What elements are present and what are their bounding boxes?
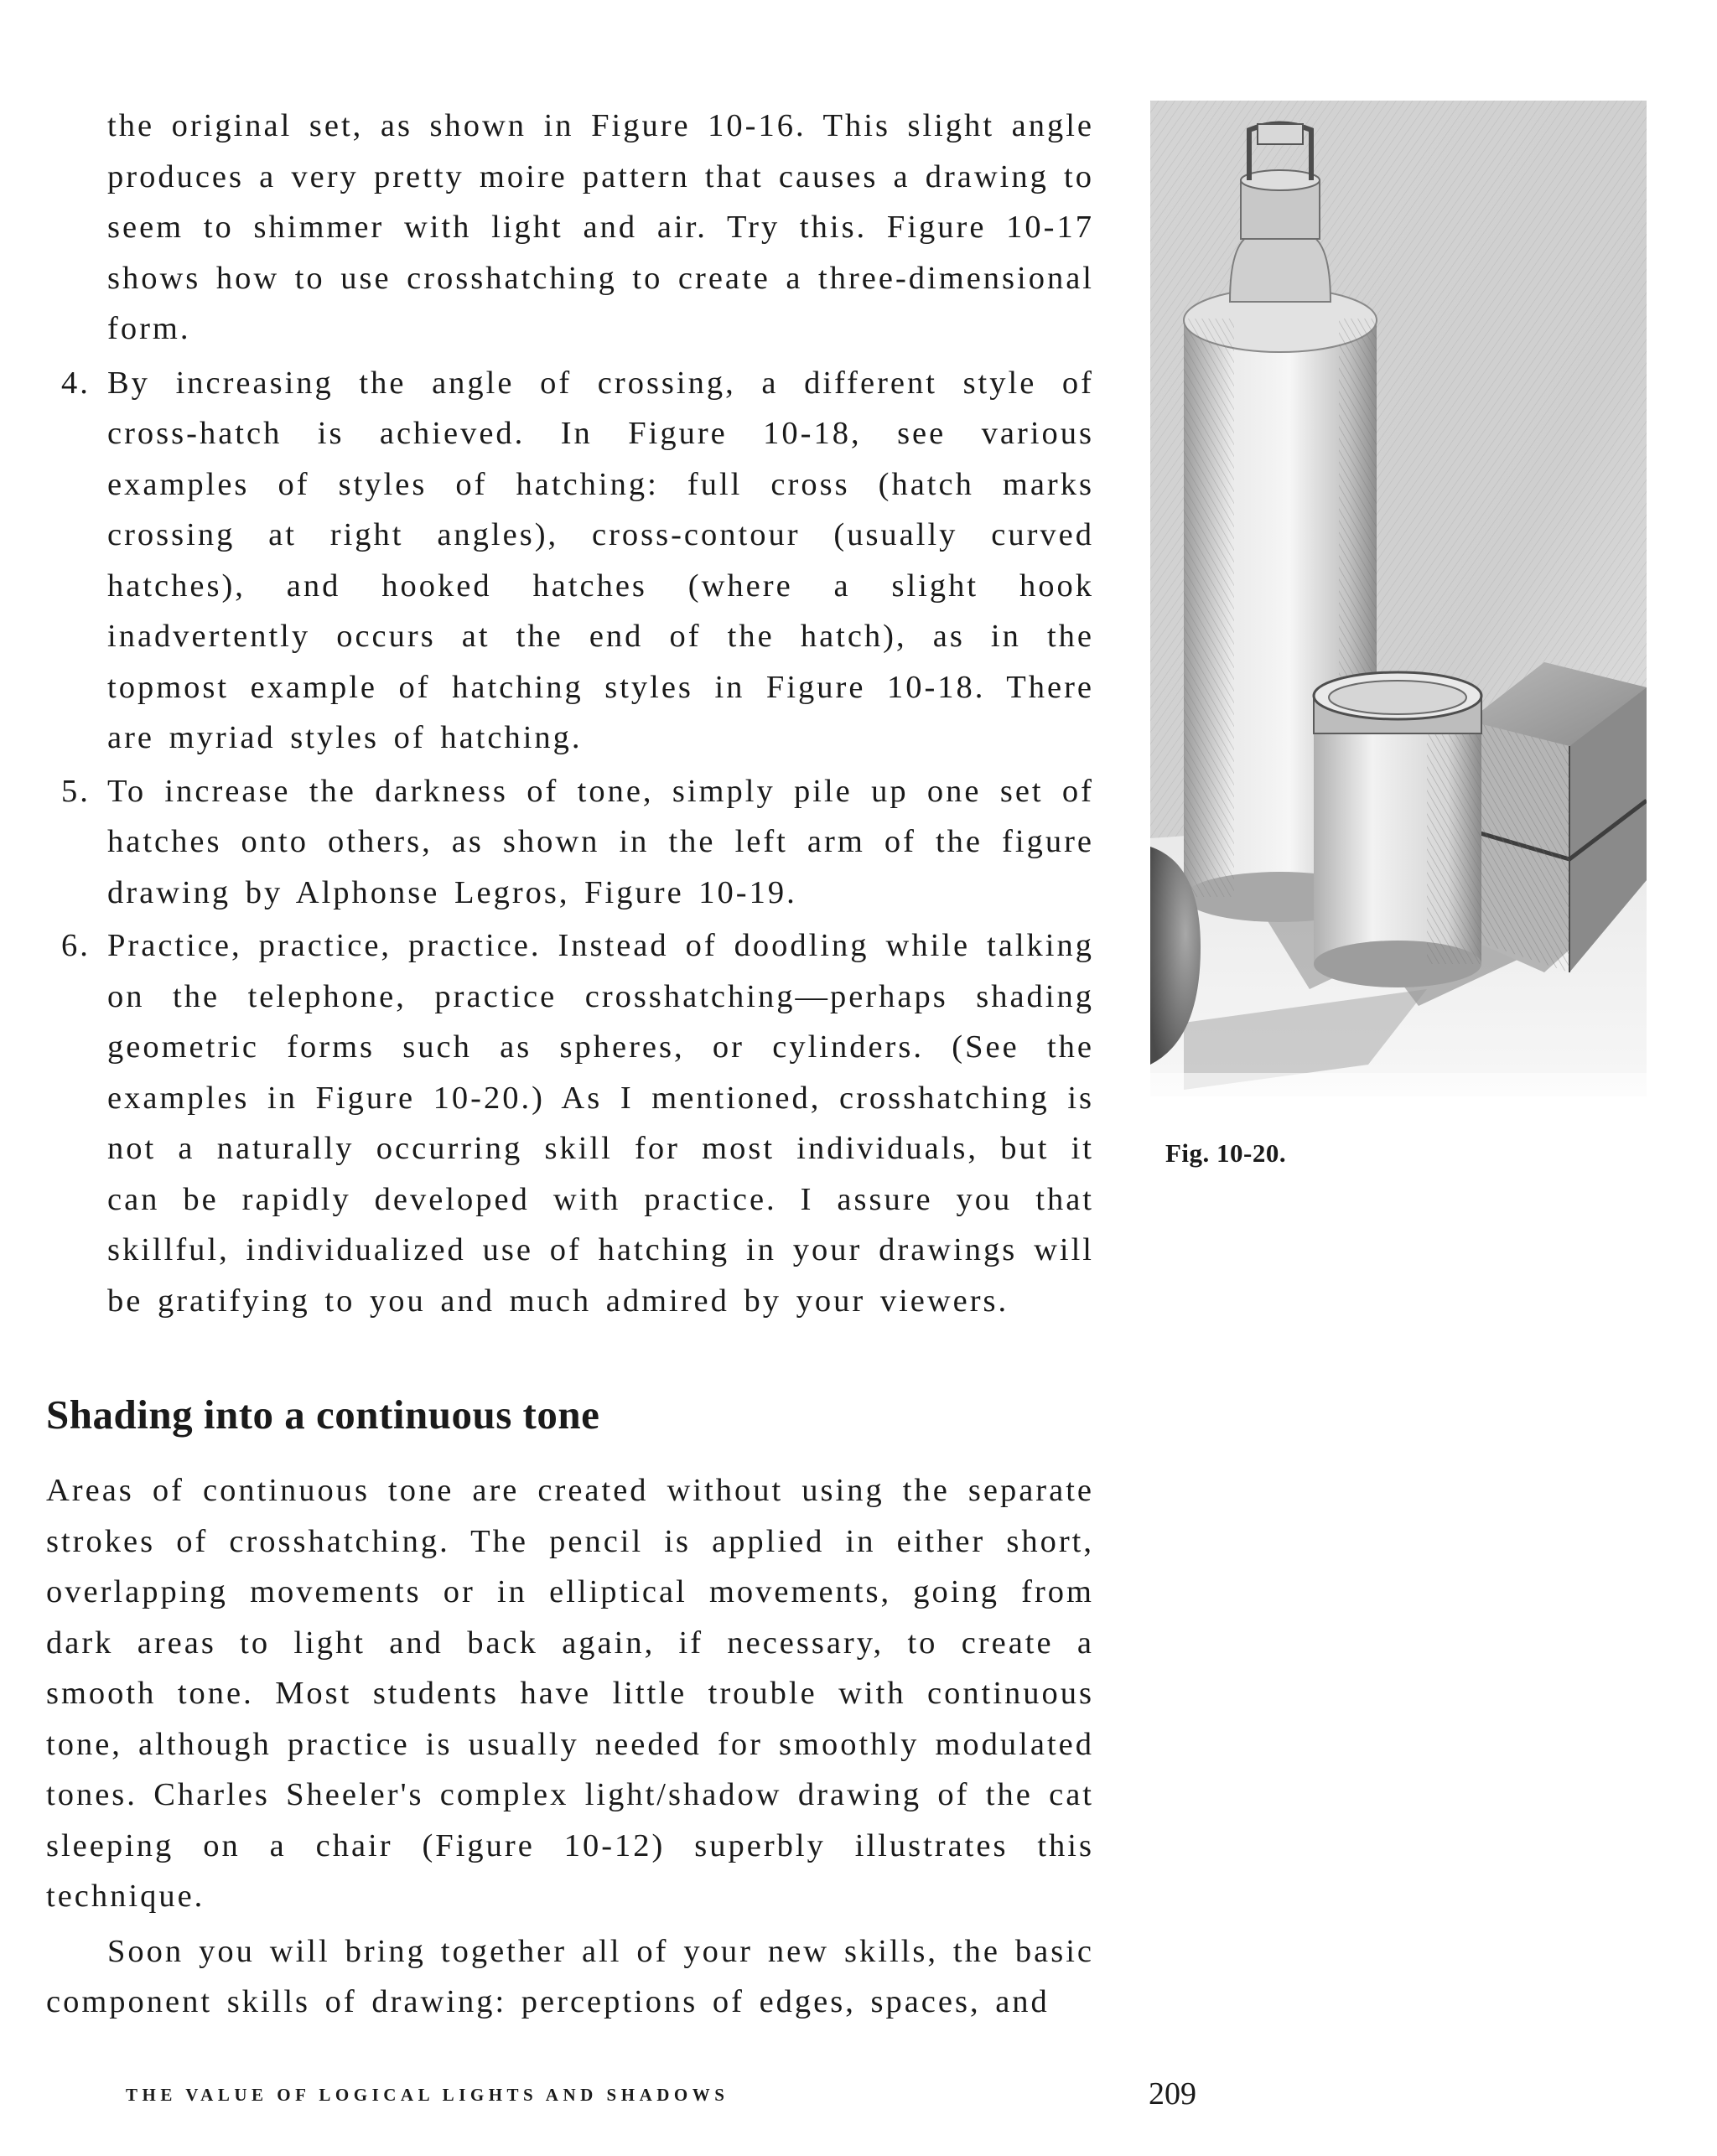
list-item-text: By increasing the angle of crossing, a different style of cross-hatch is achieved. In Figure 10-18, see various examples of styles of hatching: full cross (hatch marks crossing at right angles), cross-contour (usually curved hatches), and hooked hatches (where a slight hook inadvertently occurs at the end of the hatch), as in the topmost example of hatching styles in Figure 10-18. There are myriad styles of hatching. <box>107 365 1094 755</box>
section-paragraph: Areas of continuous tone are created without using the separate strokes of crosshatching. The pencil is applied in either short, overlapping movements or in elliptical movements, going from dark areas to light and back again, if necessary, to create a smooth tone. Most students have little trouble with continuous tone, although practice is usually needed for smoothly modulated tones. Charles Sheeler's complex light/shadow drawing of the cat sleeping on a chair (Figure 10-12) superbly illustrates this technique. <box>46 1473 1094 1914</box>
numbered-list <box>46 358 1094 1327</box>
list-item-number: 6. <box>61 928 91 963</box>
list-item-number: 4. <box>61 365 91 401</box>
list-item <box>46 358 1094 764</box>
section-paragraph: Soon you will bring together all of your new skills, the basic component skills of drawing: perceptions of edges, spaces, and <box>46 1933 1094 2019</box>
page-number: 209 <box>1149 2076 1196 2112</box>
figure-caption: Fig. 10-20. <box>1165 1138 1287 1168</box>
still-life-drawing <box>1150 101 1647 1096</box>
list-item-text: To increase the darkness of tone, simply pile up one set of hatches onto others, as shown in the left arm of the figure drawing by Alphonse Legros, Figure 10-19. <box>107 773 1094 910</box>
section-heading: Shading into a continuous tone <box>46 1392 600 1438</box>
list-item-number: 5. <box>61 773 91 809</box>
figure-pencil-still-life <box>1150 101 1647 1096</box>
main-text-column <box>46 101 1094 2028</box>
list-item-text: Practice, practice, practice. Instead of doodling while talking on the telephone, practice crosshatching—perhaps shading geometric forms such as spheres, or cylinders. (See the examples in Figure 10-20.) As I mentioned, crosshatching is not a naturally occurring skill for most individuals, but it can be rapidly developed with practice. I assure you that skillful, individualized use of hatching in your drawings will be gratifying to you and much admired by your viewers. <box>107 928 1094 1319</box>
continuation-paragraph: the original set, as shown in Figure 10-16. This slight angle produces a very pretty moire pattern that causes a drawing to seem to shimmer with light and air. Try this. Figure 10-17 shows how to use crosshatching to create a three-dimensional form. <box>107 108 1094 346</box>
jar <box>1314 672 1481 987</box>
list-item <box>46 766 1094 919</box>
list-item <box>46 920 1094 1326</box>
running-head: THE VALUE OF LOGICAL LIGHTS AND SHADOWS <box>126 2085 729 2105</box>
